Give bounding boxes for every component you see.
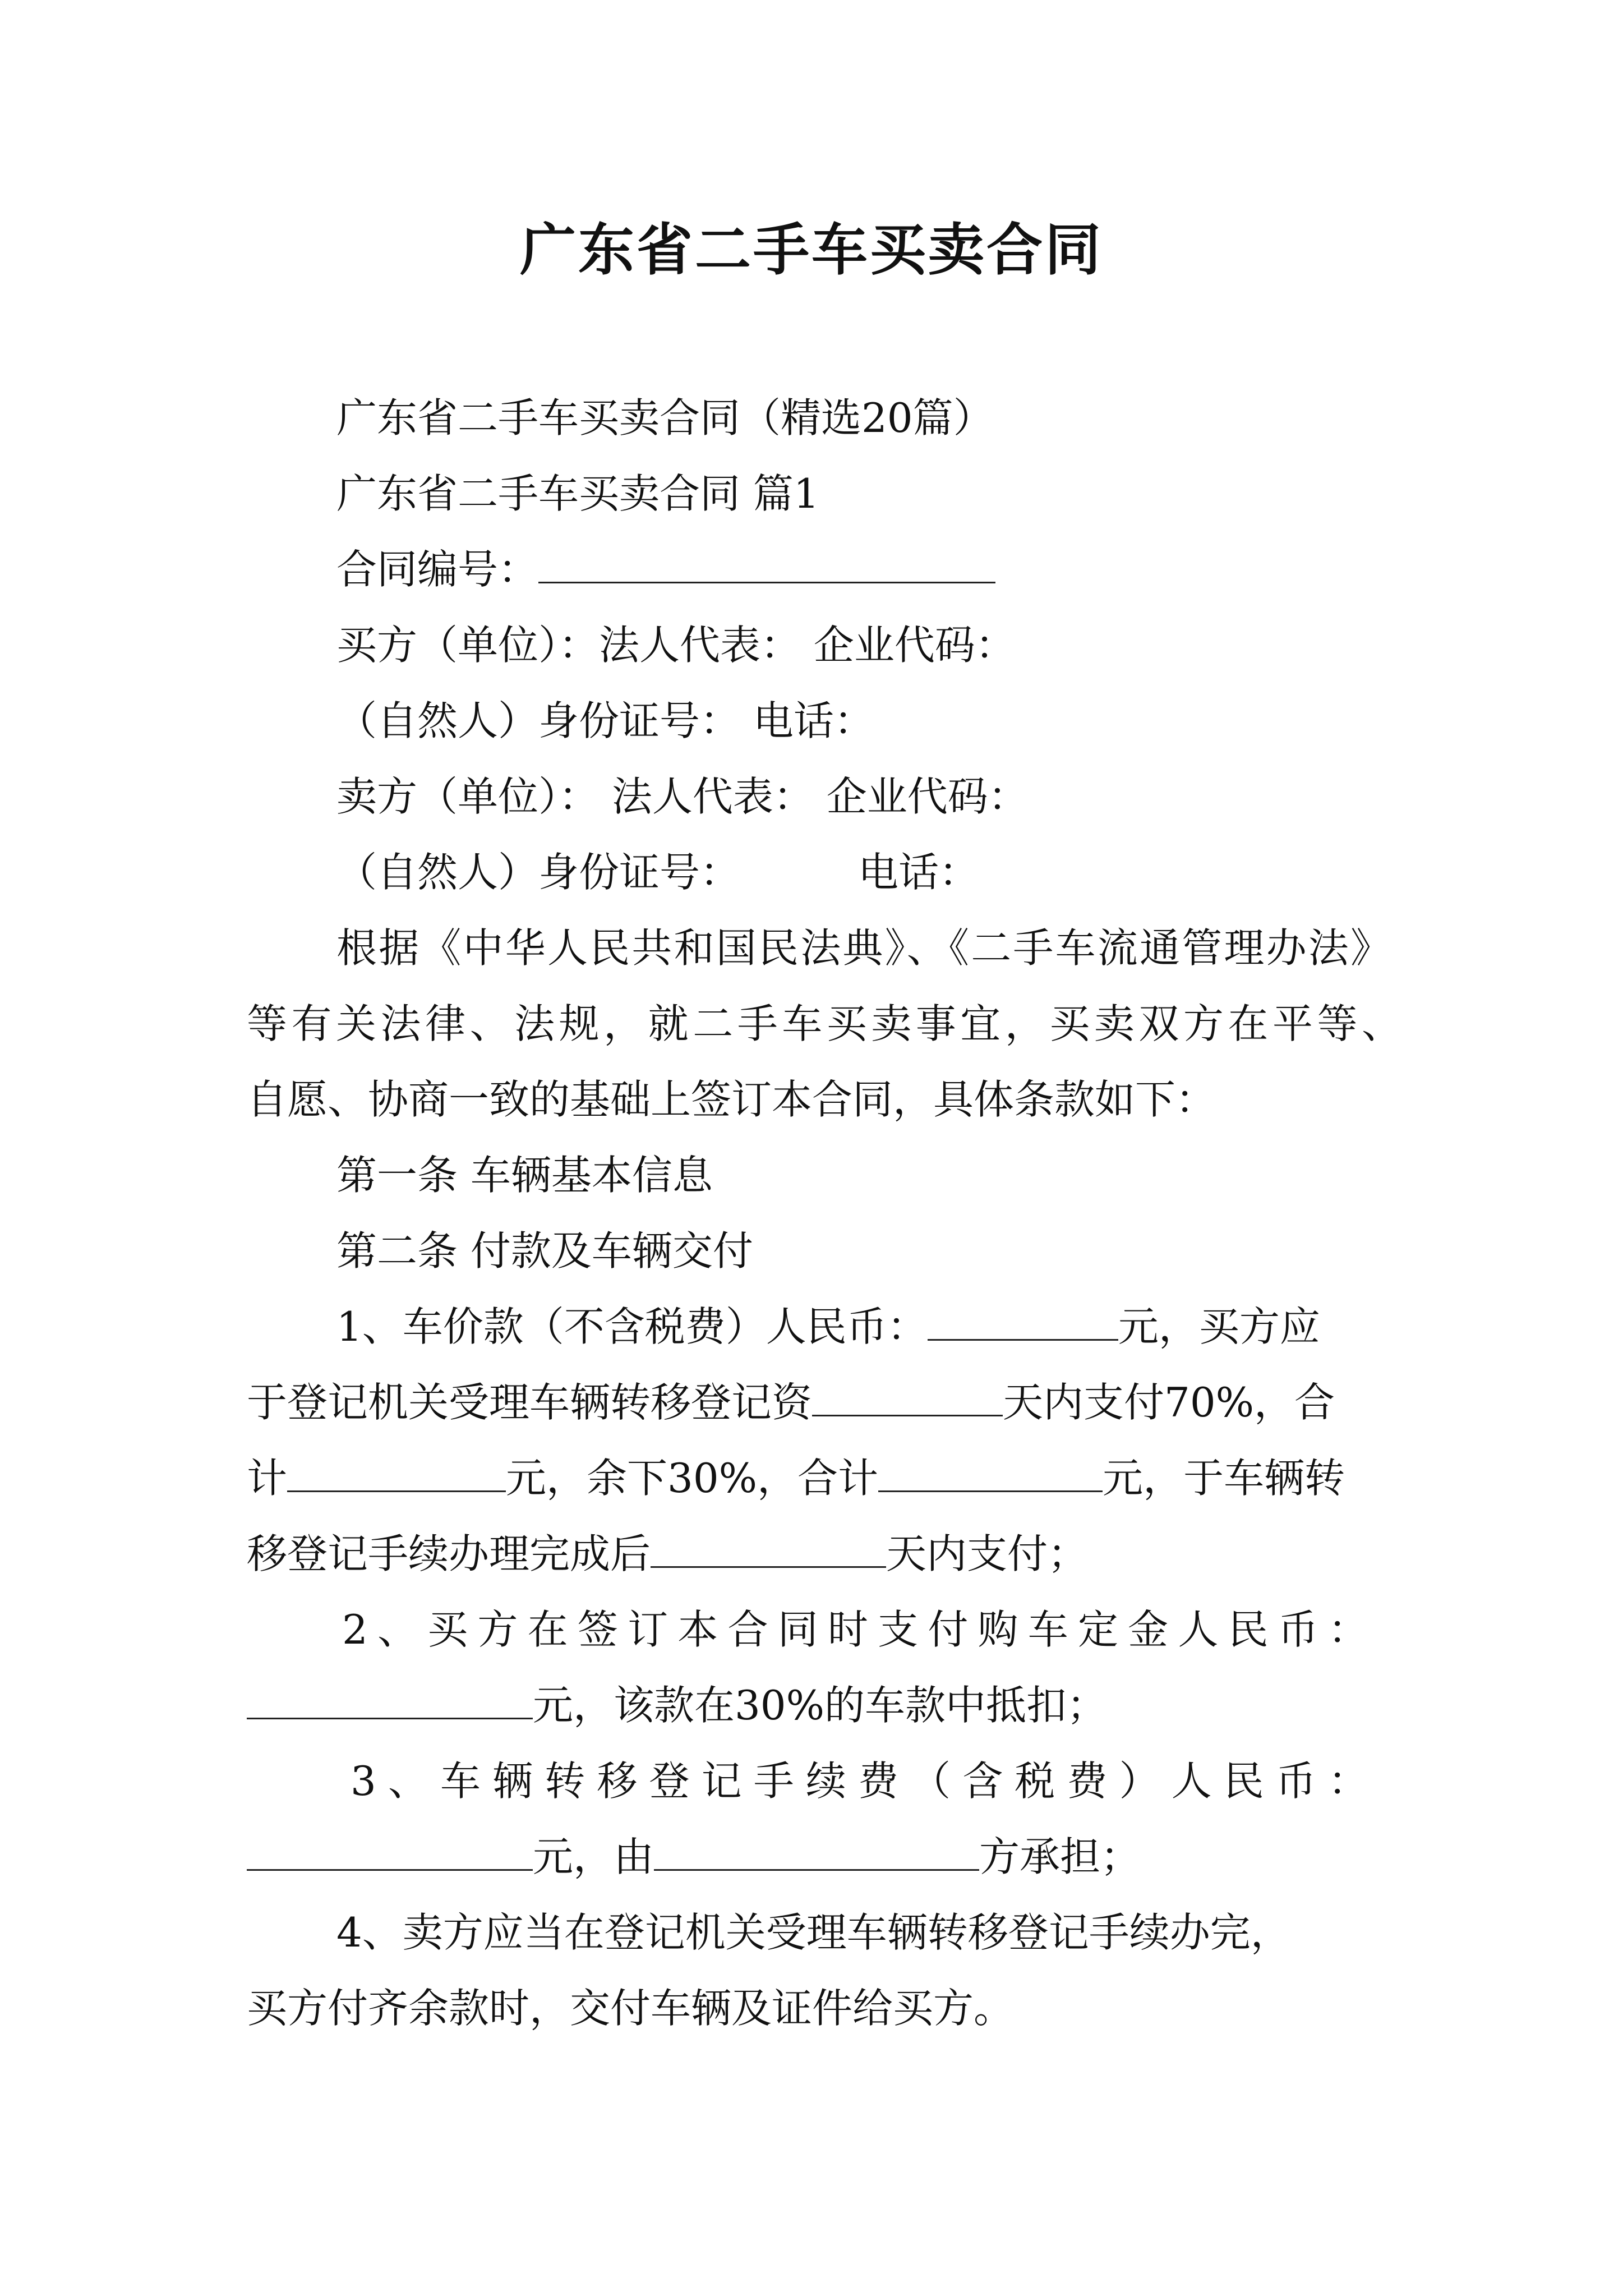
seller-phone-label: 电话： (858, 849, 980, 896)
clause-text: 天内支付70%，合 (1003, 1379, 1335, 1426)
amount-30-blank (878, 1457, 1103, 1492)
contract-number-line (336, 544, 995, 595)
subtitle-line: 广东省二手车买卖合同（精选20篇） (336, 394, 994, 441)
clause-3-line: 3、车辆转移登记手续费（含税费）人民币： (351, 1757, 1368, 1805)
clause-text: 元，该款在30%的车款中抵扣； (533, 1682, 1108, 1729)
paragraph-line: 自愿、协商一致的基础上签订本合同，具体条款如下： (247, 1076, 1216, 1123)
clause-4-line: 4、卖方应当在登记机关受理车辆转移登记手续办完， (336, 1909, 1291, 1956)
buyer-person-line: （自然人）身份证号： 电话： (336, 697, 874, 744)
deposit-blank (247, 1684, 533, 1719)
section-heading: 广东省二手车买卖合同 篇1 (336, 470, 819, 517)
clause-1-line (247, 1529, 1088, 1579)
clause-text: 元，于车辆转 (1103, 1455, 1345, 1502)
clause-4-line: 买方付齐余款时，交付车辆及证件给买方。 (247, 1985, 1015, 2032)
paragraph-line: 等有关法律、法规，就二手车买卖事宜，买卖双方在平等、 (247, 1000, 1402, 1047)
document-title: 广东省二手车买卖合同 (520, 217, 1103, 283)
paragraph-line: 根据《中华人民共和国民法典》、《二手车流通管理办法》 (336, 924, 1391, 972)
clause-2-line (247, 1680, 1107, 1731)
clause-text: 元，由 (533, 1833, 654, 1880)
clause-text: 移登记手续办理完成后 (247, 1530, 651, 1577)
clause-2-line: 2、买方在签订本合同时支付购车定金人民币： (342, 1606, 1368, 1653)
clause-text: 天内支付； (886, 1530, 1089, 1577)
contract-number-label: 合同编号： (336, 546, 539, 593)
article-1-heading: 第一条 车辆基本信息 (336, 1152, 713, 1199)
clause-text: 元，买方应 (1118, 1303, 1320, 1350)
price-blank (928, 1305, 1118, 1341)
seller-person-line (336, 847, 979, 898)
days-blank (812, 1381, 1003, 1416)
clause-3-line (247, 1832, 1141, 1882)
clause-1-line (247, 1453, 1345, 1503)
clause-text: 方承担； (979, 1833, 1141, 1880)
days-after-blank (651, 1533, 886, 1568)
contract-number-blank (538, 548, 995, 583)
seller-unit-line: 卖方（单位）： 法人代表： 企业代码： (336, 773, 1029, 820)
clause-text: 1、车价款（不含税费）人民币： (336, 1303, 928, 1350)
fee-blank (247, 1835, 533, 1871)
seller-id-label: （自然人）身份证号： (336, 849, 741, 896)
buyer-unit-line: 买方（单位）：法人代表： 企业代码： (336, 622, 1016, 669)
party-blank (654, 1835, 979, 1871)
clause-text: 计 (247, 1455, 288, 1502)
clause-text: 元，余下30%，合计 (506, 1455, 879, 1502)
clause-text: 于登记机关受理车辆转移登记资 (247, 1379, 813, 1426)
article-2-heading: 第二条 付款及车辆交付 (336, 1227, 753, 1274)
amount-70-blank (287, 1457, 506, 1492)
clause-1-line (247, 1377, 1335, 1428)
clause-1-line (336, 1301, 1320, 1352)
